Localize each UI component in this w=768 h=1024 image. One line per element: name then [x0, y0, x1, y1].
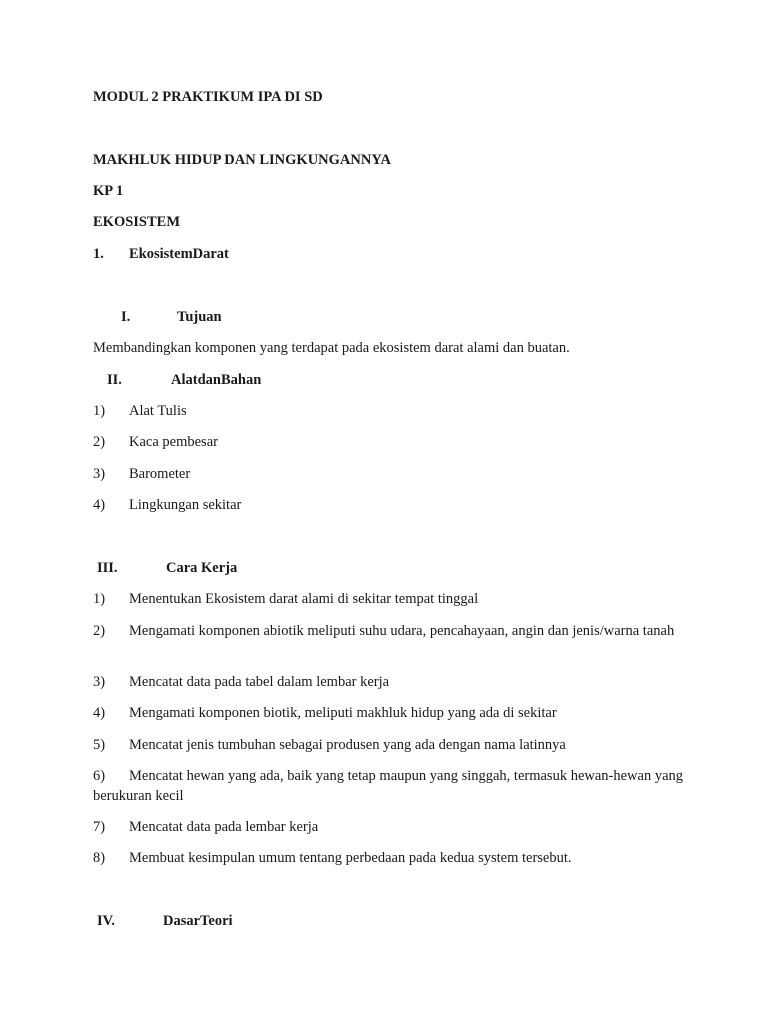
list-text: Mengamati komponen abiotik meliputi suhu udara, pencahayaan, angin dan jenis/warna tanah	[129, 623, 675, 639]
list-number: 8)	[93, 850, 106, 866]
section-number: III.	[97, 560, 118, 576]
list-text: Mencatat data pada lembar kerja	[129, 819, 319, 835]
list-text: Membuat kesimpulan umum tentang perbedaan pada kedua system tersebut.	[129, 850, 572, 866]
list-text: Mencatat jenis tumbuhan sebagai produsen yang ada dengan nama latinnya	[129, 737, 566, 753]
list-number: 2)	[93, 623, 106, 639]
topic-title: EKOSISTEM	[93, 214, 181, 230]
section-label: Tujuan	[177, 309, 222, 325]
kp-label: KP 1	[93, 183, 124, 199]
section-number: IV.	[97, 913, 115, 929]
module-title: MODUL 2 PRAKTIKUM IPA DI SD	[93, 89, 323, 105]
list-text: Mencatat data pada tabel dalam lembar kerja	[129, 674, 390, 690]
list-number: 1)	[93, 591, 106, 607]
list-text: Menentukan Ekosistem darat alami di sekitar tempat tinggal	[129, 591, 479, 607]
list-text: Mengamati komponen biotik, meliputi makhluk hidup yang ada di sekitar	[129, 705, 557, 721]
chapter-title: MAKHLUK HIDUP DAN LINGKUNGANNYA	[93, 152, 391, 168]
list-number: 1)	[93, 403, 106, 419]
section-label: Cara Kerja	[166, 560, 238, 576]
list-number: 7)	[93, 819, 106, 835]
section-label: DasarTeori	[163, 913, 233, 929]
list-number: 5)	[93, 737, 106, 753]
section-number: II.	[107, 372, 122, 388]
list-number: 4)	[93, 705, 106, 721]
subtopic-label: EkosistemDarat	[129, 246, 229, 262]
list-text: Kaca pembesar	[129, 434, 218, 450]
list-number: 6)	[93, 768, 106, 784]
list-text: Alat Tulis	[129, 403, 187, 419]
section-label: AlatdanBahan	[171, 372, 262, 388]
list-number: 3)	[93, 674, 106, 690]
section-number: I.	[121, 309, 131, 325]
list-number: 4)	[93, 497, 106, 513]
list-number: 2)	[93, 434, 106, 450]
section-text: Membandingkan komponen yang terdapat pada ekosistem darat alami dan buatan.	[93, 340, 570, 356]
subtopic-number: 1.	[93, 246, 104, 262]
list-text: Barometer	[129, 466, 191, 482]
list-text: Lingkungan sekitar	[129, 497, 242, 513]
list-text: Mencatat hewan yang ada, baik yang tetap maupun yang singgah, termasuk hewan-hewan yang berukuran kecil	[93, 768, 684, 804]
list-number: 3)	[93, 466, 106, 482]
